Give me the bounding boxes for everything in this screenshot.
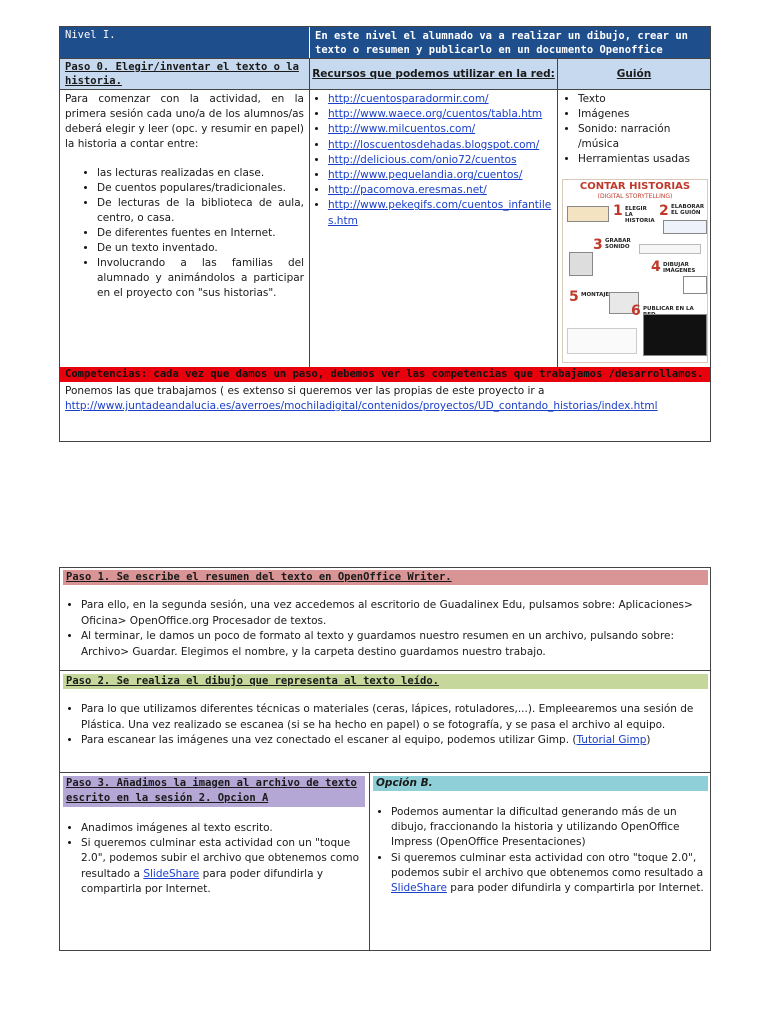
tutorial-gimp-link[interactable]: Tutorial Gimp — [576, 734, 647, 746]
resources-links — [310, 90, 558, 367]
step-label: ELEGIR LA HISTORIA — [625, 206, 655, 224]
step3-body — [63, 821, 365, 897]
list-item: • Podemos aumentar la dificultad generando más de un dibujo, fraccionando la historia y utilizando OpenOffice Impress (OpenOffice Presentaciones) — [391, 805, 708, 851]
microphone-illustration — [569, 252, 593, 276]
step-number: 4 — [651, 259, 661, 275]
step0-instructions — [60, 90, 310, 367]
activity-table-steps — [59, 567, 711, 951]
links-list — [314, 92, 553, 229]
list-item — [328, 107, 553, 122]
resource-link[interactable]: http://pacomova.eresmas.net/ — [328, 184, 487, 197]
list-item: • Si queremos culminar esta actividad con otro "toque 2.0", podemos subir el archivo que obtenemos como resultado a SlideShare para poder difundirla y compartirla por Internet. — [391, 851, 708, 897]
step-label: DIBUJAR IMÁGENES — [663, 262, 696, 274]
list-item: • De lecturas de la biblioteca de aula, centro, o casa. — [97, 196, 304, 226]
step3-heading: Paso 3. Añadimos la imagen al archivo de texto escrito en la sesión 2. Opcion A — [63, 776, 365, 807]
step0-intro: Para comenzar con la actividad, en la primera sesión cada uno/a de los alumnos/as deberá elegir y leer (opc. y resumir en papel) la historia a contar entre: — [65, 93, 304, 150]
list-item — [328, 92, 553, 107]
resources-heading: Recursos que podemos utilizar en la red: — [310, 58, 558, 90]
caption-illustration — [639, 244, 701, 254]
list-item: • Sonido: narración /música — [578, 122, 706, 152]
step0-heading: Paso 0. Elegir/inventar el texto o la historia. — [60, 58, 310, 90]
storytelling-infographic — [562, 179, 708, 363]
step2-heading: Paso 2. Se realiza el dibujo que representa al texto leído. — [63, 674, 708, 689]
step-number: 3 — [593, 237, 603, 253]
caption-illustration — [567, 328, 637, 354]
step1-heading: Paso 1. Se escribe el resumen del texto en OpenOffice Writer. — [63, 570, 708, 585]
video-screen-illustration — [643, 314, 707, 356]
list-item — [328, 138, 553, 153]
list-item: • Herramientas usadas — [578, 152, 706, 167]
option-b-body — [373, 805, 708, 896]
list-item: • Texto — [578, 92, 706, 107]
option-b-heading: Opción B. — [373, 776, 708, 791]
step-number: 1 — [613, 203, 623, 219]
story-illustration — [567, 206, 609, 222]
list-item: • Anadimos imágenes al texto escrito. — [81, 821, 365, 836]
list-item: • Para lo que utilizamos diferentes técnicas o materiales (ceras, lápices, rotuladores,...). Empleearemos una sesión de Plástica. Una vez realizado se escanea (si se ha hecho en papel) o se fotografía, y se pasa el archivo al equipo. — [81, 702, 708, 733]
level-description: En este nivel el alumnado va a realizar un dibujo, crear un texto o resumen y publicarlo en un documento Openoffice — [310, 27, 710, 58]
slideshare-link[interactable]: SlideShare — [143, 867, 200, 880]
slideshare-link[interactable]: SlideShare — [391, 882, 447, 895]
step-number: 2 — [659, 203, 669, 219]
level-header: Nivel I. — [60, 27, 310, 58]
monitor-illustration — [683, 276, 707, 294]
script-table-illustration — [663, 220, 707, 234]
step-label: GRABAR SONIDO — [605, 238, 631, 250]
step2-body — [63, 702, 708, 749]
list-item — [328, 198, 553, 228]
infographic-title: CONTAR HISTORIAS — [579, 181, 691, 192]
step-label: PUBLICAR EN LA — [643, 306, 694, 312]
resource-link[interactable]: http://cuentosparadormir.com/ — [328, 93, 489, 105]
resource-link[interactable]: http://delicious.com/onio72/cuentos — [328, 153, 517, 166]
step1-body — [63, 598, 708, 660]
list-item: • Para escanear las imágenes una vez conectado el escaner al equipo, podemos utilizar Gimp. (Tutorial Gimp) — [81, 733, 708, 749]
list-item — [328, 168, 553, 183]
resource-link[interactable]: http://loscuentosdehadas.blogspot.com/ — [328, 138, 540, 151]
list-item: • De diferentes fuentes en Internet. — [97, 226, 304, 241]
list-item: • las lecturas realizadas en clase. — [97, 166, 304, 181]
list-item: • Al terminar, le damos un poco de formato al texto y guardamos nuestro resumen en un archivo, pulsando sobre: Archivo> Guardar. Elegimos el nombre, y la carpeta destino guardamos nuestro trabajo. — [81, 629, 708, 660]
list-item — [328, 122, 553, 137]
divider — [60, 670, 710, 671]
script-list — [562, 92, 706, 167]
script-heading: Guión — [558, 58, 710, 90]
list-item: • Para ello, en la segunda sesión, una vez accedemos al escritorio de Guadalinex Edu, pulsamos sobre: Aplicaciones> Oficina> OpenOffice.org Procesador de textos. — [81, 598, 708, 629]
step-number: 5 — [569, 289, 579, 305]
resource-link[interactable]: http://www.waece.org/cuentos/tabla.htm — [328, 108, 543, 121]
resource-link[interactable]: http://www.pequelandia.org/cuentos/ — [328, 169, 523, 182]
resource-link[interactable]: http://www.pekegifs.com/cuentos_infantiles.htm — [328, 199, 552, 227]
list-item — [328, 183, 553, 198]
divider — [60, 772, 710, 773]
step-number: 6 — [631, 303, 641, 319]
competencies-banner: Competencias: cada vez que damos un paso, debemos ver las competencias que trabajamos /desarrollamos. — [60, 367, 710, 382]
competencies-text: Ponemos las que trabajamos ( es extenso si queremos ver las propias de este proyecto ir a http://www.juntadeandalucia.es/averroes/mochiladigital/contenidos/proyectos/UD_contando_historias/index.html — [65, 385, 658, 412]
list-item: • De un texto inventado. — [97, 241, 304, 256]
step-label: ELABORAR EL GUIÓN — [671, 204, 705, 216]
infographic-subtitle: (DIGITAL STORYTELLING) — [597, 193, 673, 200]
story-sources-list — [65, 166, 304, 301]
list-item: • Si queremos culminar esta actividad con un "toque 2.0", podemos subir el archivo que obtenemos como resultado a SlideShare para poder difundirla y compartirla por Internet. — [81, 836, 365, 897]
column-divider — [369, 772, 370, 951]
list-item: • Involucrando a las familias del alumnado y animándolos a participar en el proyecto con "sus historias". — [97, 256, 304, 301]
list-item: • De cuentos populares/tradicionales. — [97, 181, 304, 196]
activity-table-level1 — [59, 26, 711, 442]
step-label: MONTAJE — [581, 292, 610, 298]
list-item — [328, 153, 553, 168]
resource-link[interactable]: http://www.milcuentos.com/ — [328, 123, 476, 136]
list-item: • Imágenes — [578, 107, 706, 122]
competencies-link[interactable]: http://www.juntadeandalucia.es/averroes/mochiladigital/contenidos/proyectos/UD_contando_historias/index.html — [65, 400, 658, 412]
